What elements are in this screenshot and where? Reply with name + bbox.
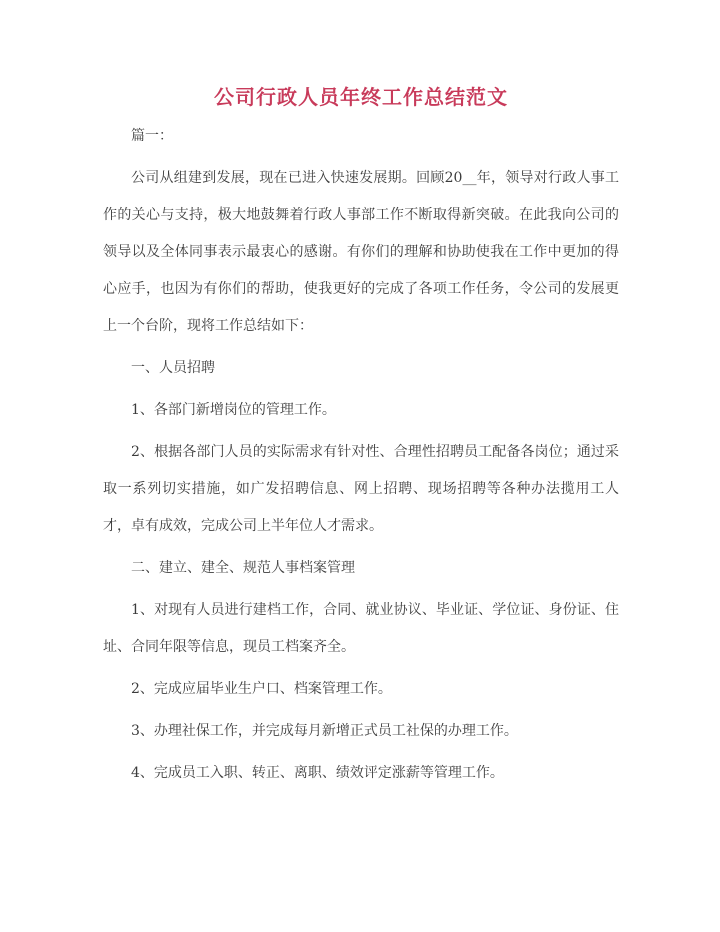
section-label-part-one: 篇一： xyxy=(131,128,173,144)
section-heading-1: 一、人员招聘 xyxy=(131,360,215,376)
list-item-2-2: 2、完成应届毕业生户口、档案管理工作。 xyxy=(131,681,392,697)
list-item-2-4: 4、完成员工入职、转正、离职、绩效评定涨薪等管理工作。 xyxy=(131,765,504,781)
section-heading-2: 二、建立、建全、规范人事档案管理 xyxy=(131,560,355,576)
list-item-1-2: 2、根据各部门人员的实际需求有针对性、合理性招聘员工配备各岗位；通过采取一系列切实措施，如广发招聘信息、网上招聘、现场招聘等各种办法揽用工人才，卓有成效，完成公司上半年位人才需求。 xyxy=(103,444,619,534)
list-item-2-1: 1、对现有人员进行建档工作，合同、就业协议、毕业证、学位证、身份证、住址、合同年限等信息，现员工档案齐全。 xyxy=(103,602,619,655)
intro-paragraph: 公司从组建到发展，现在已进入快速发展期。回顾20__年，领导对行政人事工作的关心与支持，极大地鼓舞着行政人事部工作不断取得新突破。在此我向公司的领导以及全体同事表示最衷心的感谢。有你们的理解和协助使我在工作中更加的得心应手，也因为有你们的帮助，使我更好的完成了各项工作任务，令公司的发展更上一个台阶，现将工作总结如下： xyxy=(103,170,619,334)
list-item-2-3: 3、办理社保工作，并完成每月新增正式员工社保的办理工作。 xyxy=(131,723,518,739)
list-item-1-1: 1、各部门新增岗位的管理工作。 xyxy=(131,402,336,418)
document-title: 公司行政人员年终工作总结范文 xyxy=(214,85,508,109)
